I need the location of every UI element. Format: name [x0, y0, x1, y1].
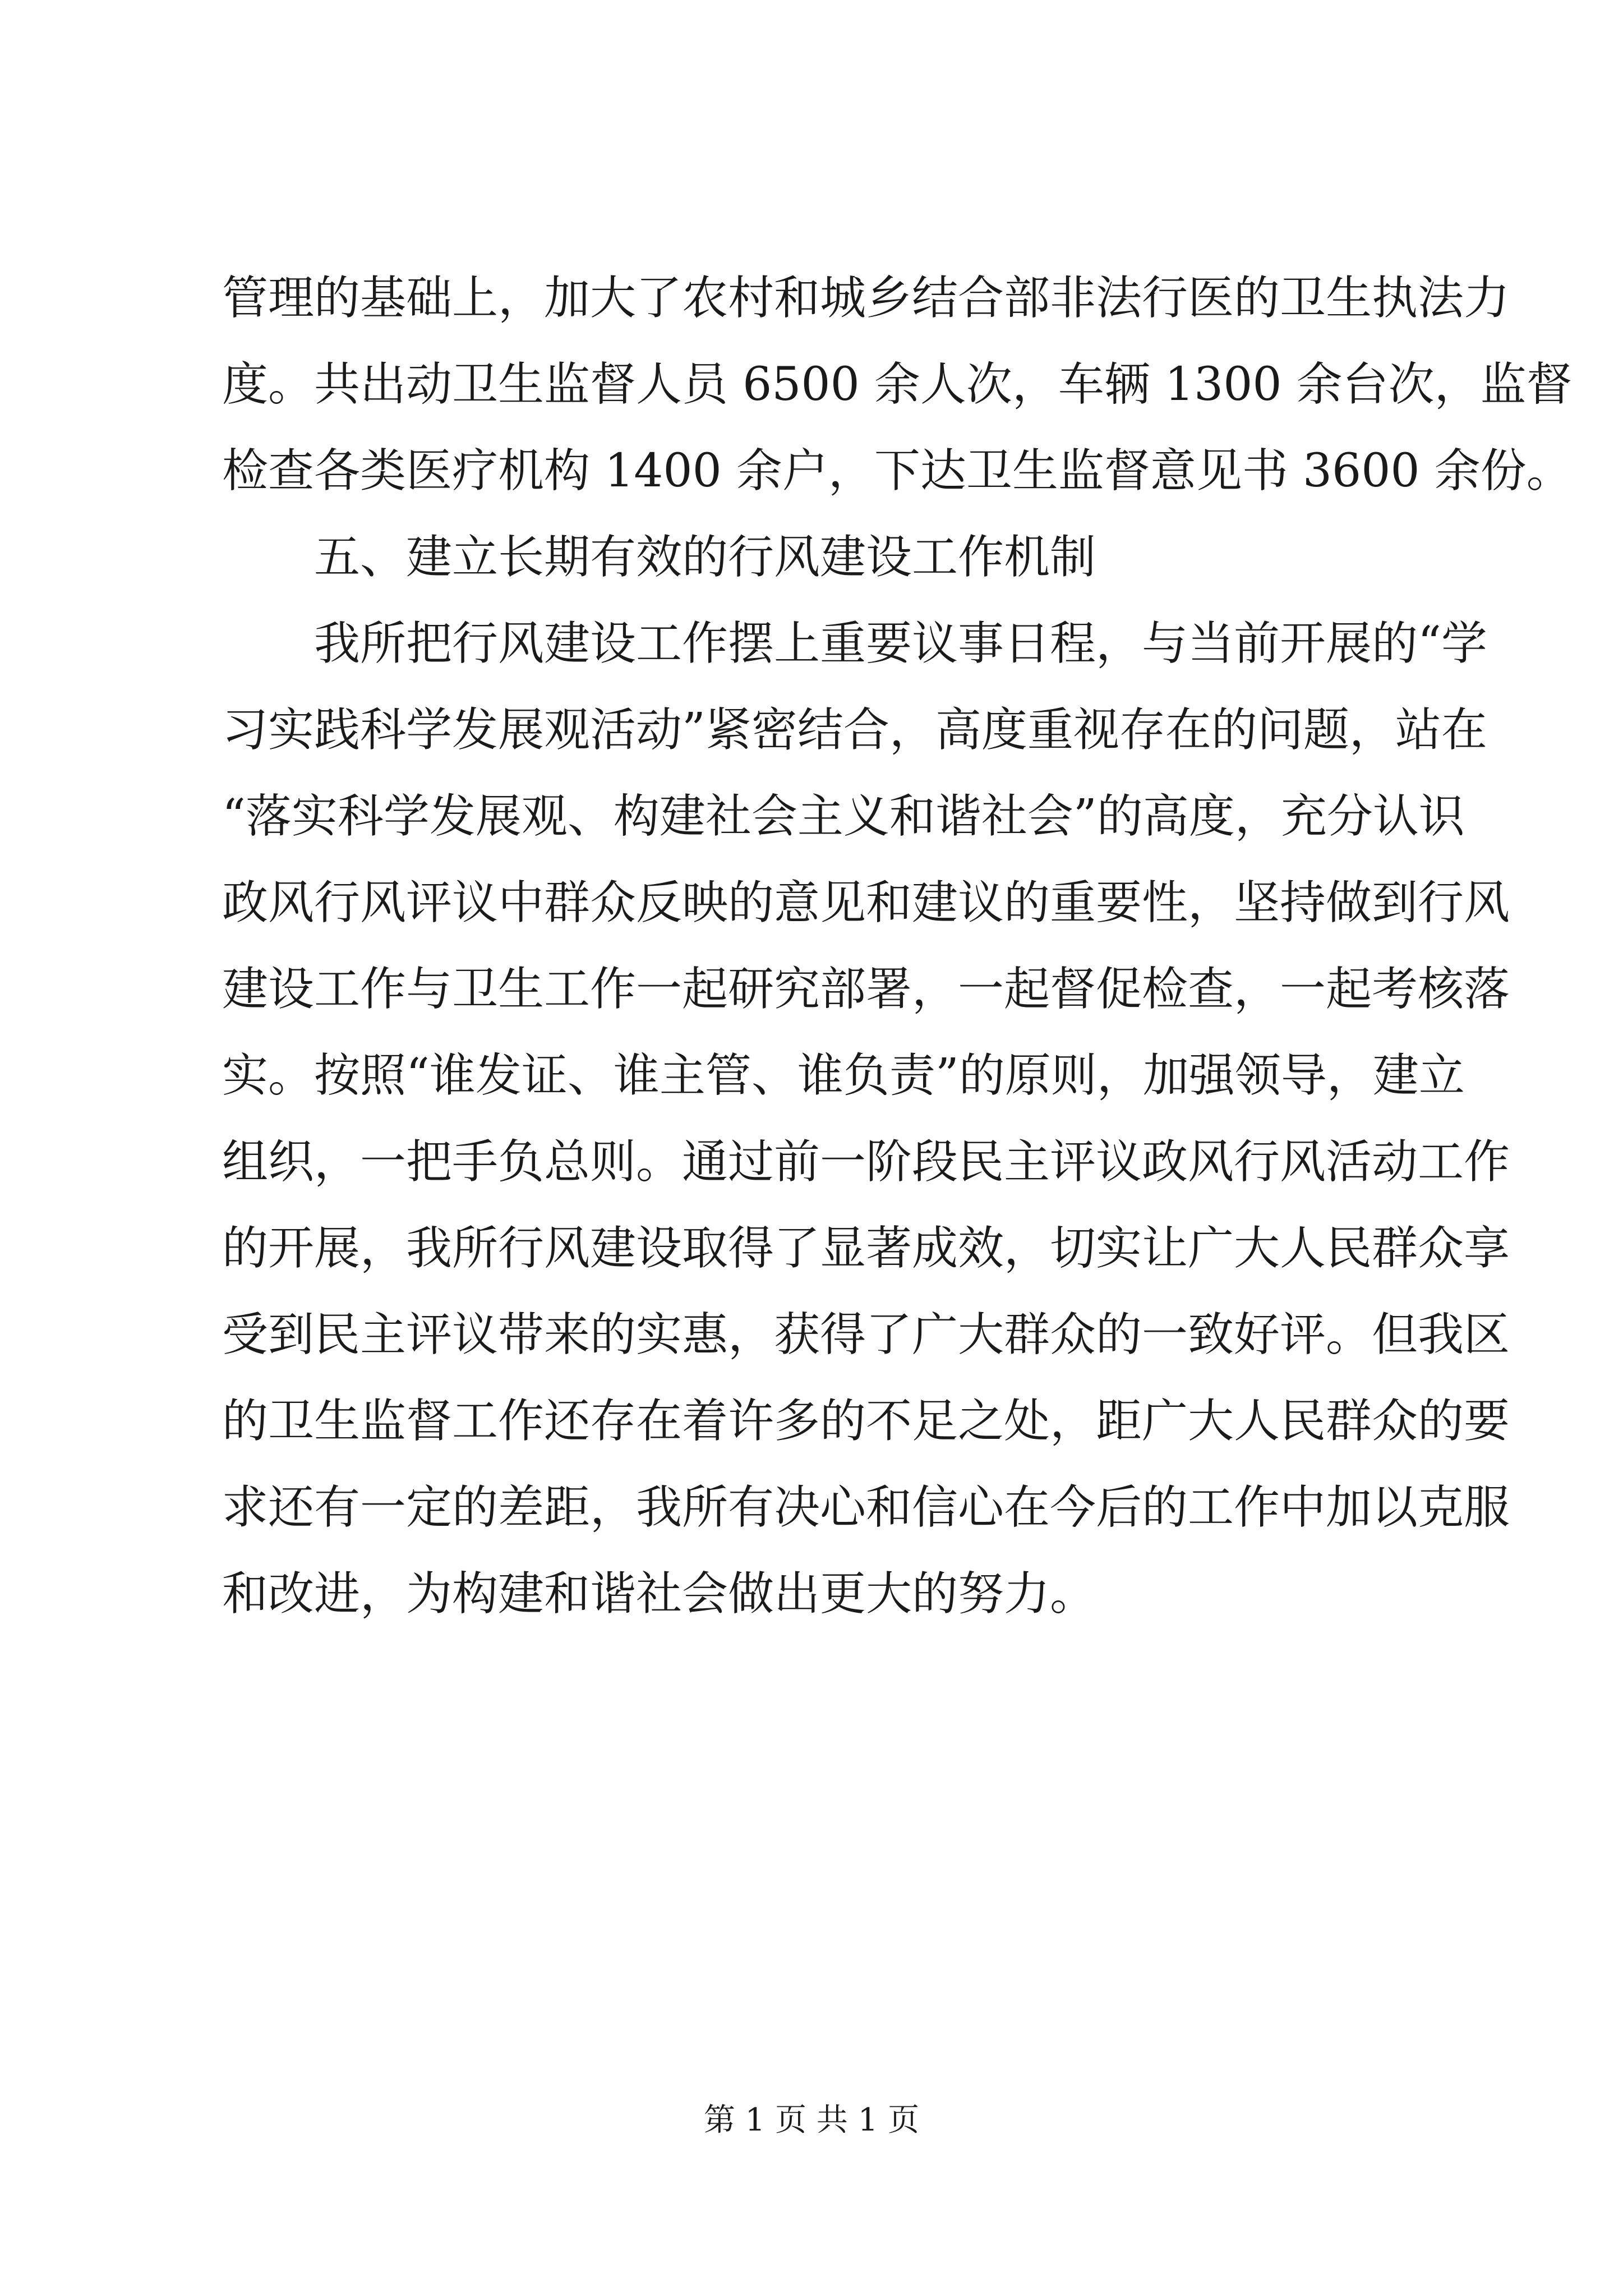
text-line: 建设工作与卫生工作一起研究部署，一起督促检查，一起考核落	[222, 963, 1510, 1016]
text-line: 政风行风评议中群众反映的意见和建议的重要性，坚持做到行风	[222, 876, 1510, 930]
text-line: 的卫生监督工作还存在着许多的不足之处，距广大人民群众的要	[222, 1395, 1510, 1448]
text-line: 受到民主评议带来的实惠，获得了广大群众的一致好评。但我区	[222, 1308, 1510, 1361]
document-body	[222, 255, 1573, 1637]
text-line: “落实科学发展观、构建社会主义和谐社会”的高度，充分认识	[222, 790, 1465, 843]
text-line: 习实践科学发展观活动”紧密结合，高度重视存在的问题，站在	[222, 703, 1487, 757]
text-line: 的开展，我所行风建设取得了显著成效，切实让广大人民群众享	[222, 1222, 1510, 1275]
text-line: 检查各类医疗机构 1400 余户，下达卫生监督意见书 3600 余份。	[222, 444, 1573, 498]
text-line: 和改进，为构建和谐社会做出更大的努力。	[222, 1567, 1096, 1621]
text-line: 求还有一定的差距，我所有决心和信心在今后的工作中加以克服	[222, 1481, 1510, 1534]
page-footer	[0, 2098, 1623, 2143]
text-line: 实。按照“谁发证、谁主管、谁负责”的原则，加强领导，建立	[222, 1049, 1465, 1102]
section-heading: 五、建立长期有效的行风建设工作机制	[314, 531, 1096, 584]
text-line: 管理的基础上，加大了农村和城乡结合部非法行医的卫生执法力	[222, 272, 1510, 325]
text-line: 组织，一把手负总则。通过前一阶段民主评议政风行风活动工作	[222, 1135, 1510, 1189]
text-line: 我所把行风建设工作摆上重要议事日程，与当前开展的“学	[314, 617, 1487, 670]
text-line: 度。共出动卫生监督人员 6500 余人次，车辆 1300 余台次，监督	[222, 358, 1573, 411]
page-number-label: 第 1 页 共 1 页	[703, 2102, 920, 2138]
